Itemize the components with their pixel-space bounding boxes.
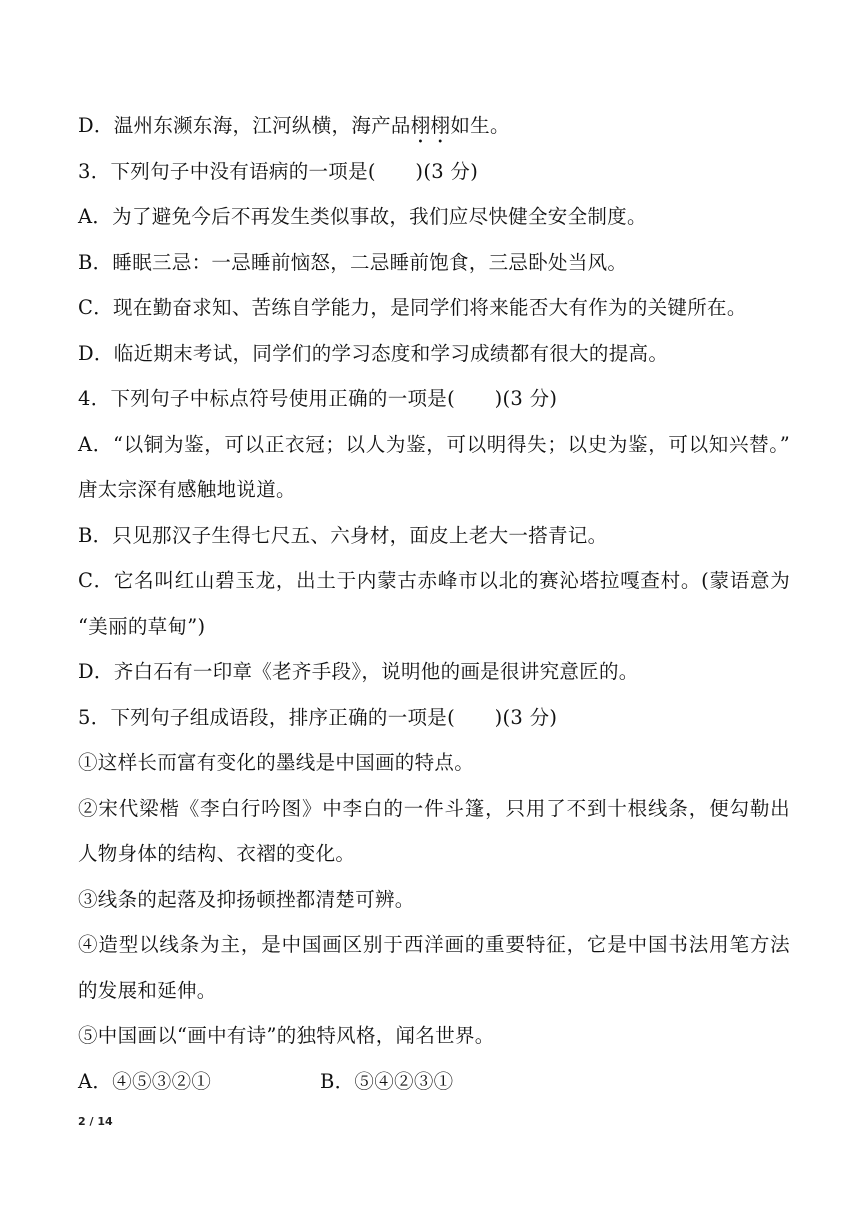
q5-sentence-4-line2: 的发展和延伸。	[78, 978, 217, 1002]
q4-option-a-line2: 唐太宗深有感触地说道。	[78, 478, 296, 501]
q3-stem: 3．下列句子中没有语病的一项是( )(3 分)	[78, 159, 479, 183]
q5-sentence-3: ③线条的起落及抑扬顿挫都清楚可辨。	[78, 887, 415, 911]
q2-option-d-tail: 如生。	[450, 114, 510, 137]
q5-stem: 5．下列句子组成语段，排序正确的一项是( )(3 分)	[78, 705, 558, 729]
q2-option-d-text: D．温州东濒东海，江河纵横，海产品	[78, 114, 411, 137]
q2-option-d-emphasized: 栩栩	[410, 114, 451, 137]
q4-option-a-line1: A．“以铜为鉴，可以正衣冠；以人为鉴，可以明得失；以史为鉴，可以知兴替。”	[78, 432, 790, 456]
q4-option-d: D．齐白石有一印章《老齐手段》，说明他的画是很讲究意匠的。	[78, 660, 639, 683]
q3-option-c: C．现在勤奋求知、苦练自学能力，是同学们将来能否大有作为的关键所在。	[78, 296, 747, 319]
q4-option-c-line1: C．它名叫红山碧玉龙，出土于内蒙古赤峰市以北的赛沁塔拉嘎查村。(蒙语意为	[78, 569, 790, 592]
document-body	[78, 103, 790, 1104]
q4-option-b: B．只见那汉子生得七尺五、六身材，面皮上老大一搭青记。	[78, 523, 608, 547]
q5-sentence-4-line1: ④造型以线条为主，是中国画区别于西洋画的重要特征，它是中国书法用笔方法	[78, 933, 790, 956]
q3-option-b: B．睡眠三忌：一忌睡前恼怒，二忌睡前饱食，三忌卧处当风。	[78, 250, 628, 274]
page-number: 2 / 14	[78, 1115, 113, 1128]
q3-option-a: A．为了避免今后不再发生类似事故，我们应尽快健全安全制度。	[78, 205, 647, 228]
q5-options-row	[78, 1059, 790, 1105]
q5-sentence-1: ①这样长而富有变化的墨线是中国画的特点。	[78, 751, 475, 774]
q4-stem: 4．下列句子中标点符号使用正确的一项是( )(3 分)	[78, 387, 558, 410]
q5-sentence-5: ⑤中国画以“画中有诗”的独特风格，闻名世界。	[78, 1024, 495, 1047]
q3-option-d: D．临近期末考试，同学们的学习态度和学习成绩都有很大的提高。	[78, 341, 669, 365]
q5-option-a: A．④⑤③②①	[78, 1069, 212, 1093]
q5-option-b: B．⑤④②③①	[320, 1069, 454, 1093]
q2-option-d	[78, 103, 790, 149]
q4-option-c-line2: “美丽的草甸”)	[78, 614, 206, 638]
q5-sentence-2-line2: 人物身体的结构、衣褶的变化。	[78, 842, 356, 865]
q5-sentence-2-line1: ②宋代梁楷《李白行吟图》中李白的一件斗篷，只用了不到十根线条，便勾勒出	[78, 796, 790, 820]
